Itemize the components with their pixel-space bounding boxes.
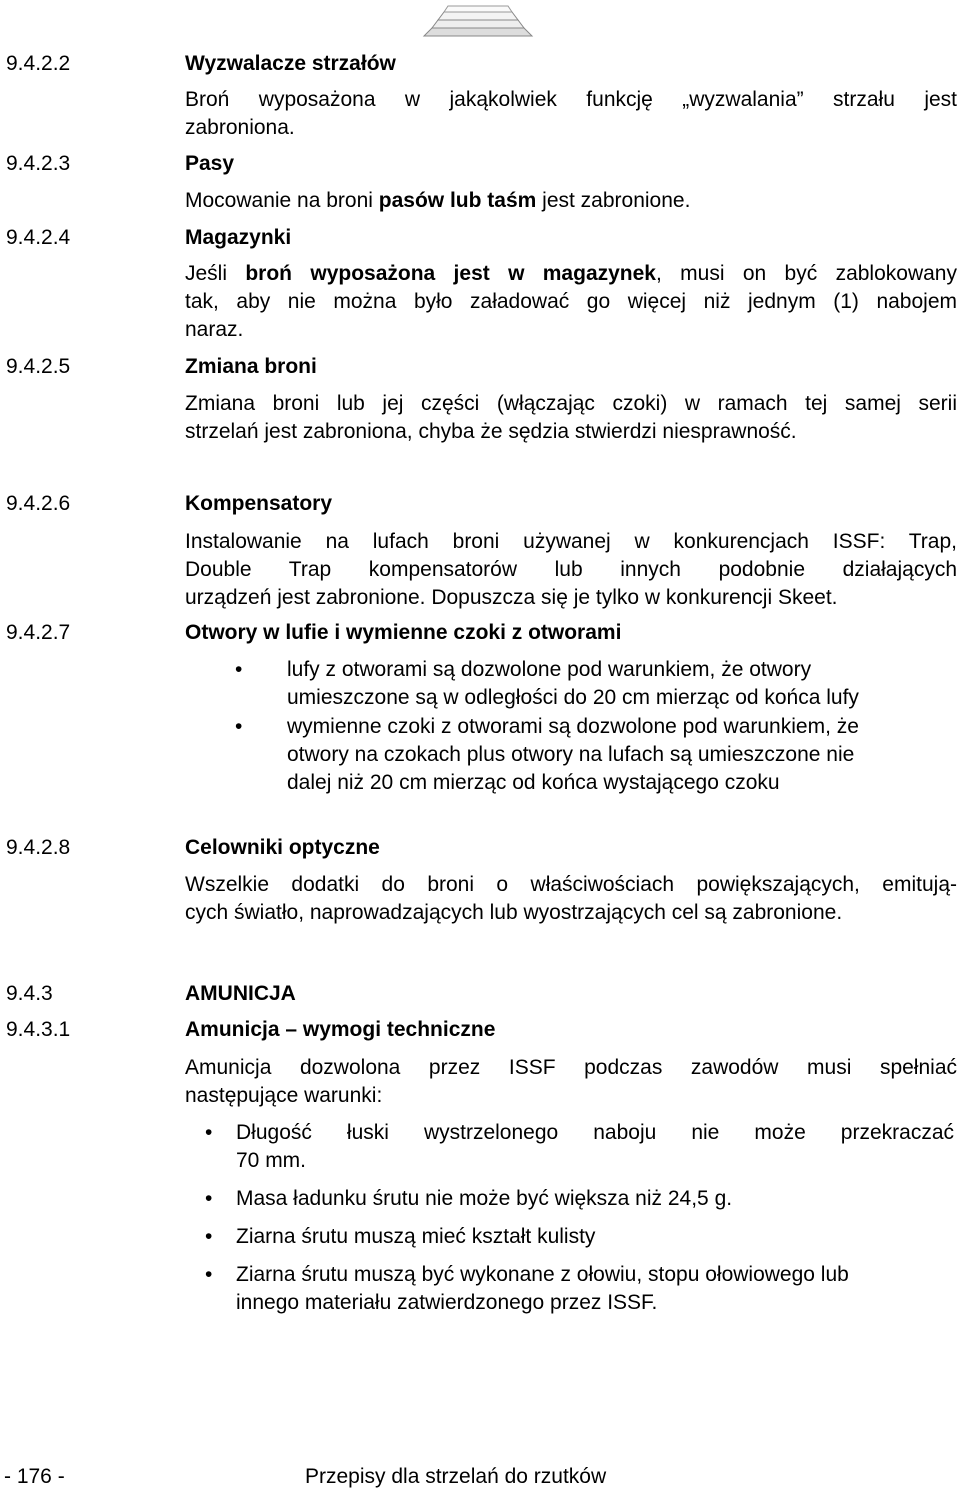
section-heading: Otwory w lufie i wymienne czoki z otworami — [185, 621, 622, 644]
bold-text: broń wyposażona jest w magazynek — [245, 262, 656, 285]
paragraph-line: urządzeń jest zabronione. Dopuszcza się je tylko w konkurencji Skeet. — [185, 586, 838, 609]
footer-title: Przepisy dla strzelań do rzutków — [305, 1465, 607, 1488]
section-number: 9.4.2.5 — [6, 355, 71, 378]
list-item-line: innego materiału zatwierdzonego przez ISSF. — [236, 1291, 658, 1314]
paragraph-line: cych światło, naprowadzających lub wyostrzających cel są zabronione. — [185, 901, 843, 924]
section-heading: Magazynki — [185, 226, 292, 249]
page-number: - 176 - — [4, 1465, 65, 1488]
list-item-line: dalej niż 20 cm mierząc od końca wystającego czoku — [287, 771, 780, 794]
bullet: • — [205, 1263, 213, 1286]
paragraph-line: strzelań jest zabroniona, chyba że sędzia stwierdzi niesprawność. — [185, 420, 797, 443]
section-number: 9.4.3.1 — [6, 1018, 71, 1041]
list-item-line: Długość łuski wystrzelonego naboju nie może przekraczać — [236, 1121, 954, 1144]
paragraph-line: Zmiana broni lub jej części (włączając czoki) w ramach tej samej serii — [185, 392, 957, 415]
section-heading: Kompensatory — [185, 492, 333, 515]
bullet: • — [205, 1187, 213, 1210]
section-heading: Celowniki optyczne — [185, 836, 380, 859]
paragraph-line: Amunicja dozwolona przez ISSF podczas zawodów musi spełniać — [185, 1056, 957, 1079]
bold-text: pasów lub taśm — [378, 189, 537, 212]
paragraph-line: Broń wyposażona w jakąkolwiek funkcję „wyzwalania” strzału jest — [185, 88, 957, 111]
section-number: 9.4.2.7 — [6, 621, 71, 644]
section-number: 9.4.2.4 — [6, 226, 71, 249]
text-run: Jeśli — [185, 262, 246, 285]
bullet: • — [205, 1121, 213, 1144]
list-item-line: lufy z otworami są dozwolone pod warunkiem, że otwory — [287, 658, 812, 681]
list-item-line: umieszczone są w odległości do 20 cm mierząc od końca lufy — [287, 686, 859, 709]
section-number: 9.4.2.2 — [6, 52, 71, 75]
paragraph-line: Instalowanie na lufach broni używanej w konkurencjach ISSF: Trap, — [185, 530, 957, 553]
list-item-line: Ziarna śrutu muszą mieć kształt kulisty — [236, 1225, 596, 1248]
paragraph-line: zabroniona. — [185, 116, 295, 139]
paragraph — [185, 187, 957, 215]
issf-logo-graphic — [422, 0, 534, 38]
section-heading: Amunicja – wymogi techniczne — [185, 1018, 496, 1041]
paragraph-line: Wszelkie dodatki do broni o właściwościach powiększających, emitują- — [185, 873, 957, 896]
list-item-line: 70 mm. — [236, 1149, 307, 1172]
paragraph-line — [185, 260, 957, 288]
list-item-line: Masa ładunku śrutu nie może być większa niż 24,5 g. — [236, 1187, 733, 1210]
paragraph-line: Double Trap kompensatorów lub innych podobnie działających — [185, 558, 957, 581]
list-item-line: otwory na czokach plus otwory na lufach są umieszczone nie — [287, 743, 855, 766]
list-item-line: Ziarna śrutu muszą być wykonane z ołowiu, stopu ołowiowego lub — [236, 1263, 849, 1286]
section-number: 9.4.2.6 — [6, 492, 71, 515]
paragraph-line: tak, aby nie można było załadować go więcej niż jednym (1) nabojem — [185, 290, 957, 313]
section-number: 9.4.3 — [6, 982, 53, 1005]
text-run: jest zabronione. — [536, 189, 691, 212]
bullet: • — [235, 715, 243, 738]
section-heading: AMUNICJA — [185, 982, 296, 1005]
section-heading: Wyzwalacze strzałów — [185, 52, 396, 75]
section-number: 9.4.2.8 — [6, 836, 71, 859]
text-run: Mocowanie na broni — [185, 189, 379, 212]
paragraph-line: następujące warunki: — [185, 1084, 383, 1107]
bullet: • — [205, 1225, 213, 1248]
list-item-line: wymienne czoki z otworami są dozwolone pod warunkiem, że — [287, 715, 859, 738]
section-number: 9.4.2.3 — [6, 152, 71, 175]
bullet: • — [235, 658, 243, 681]
paragraph-line: naraz. — [185, 318, 244, 341]
section-heading: Pasy — [185, 152, 235, 175]
text-run: , musi on być zablokowany — [656, 262, 957, 285]
section-heading: Zmiana broni — [185, 355, 317, 378]
